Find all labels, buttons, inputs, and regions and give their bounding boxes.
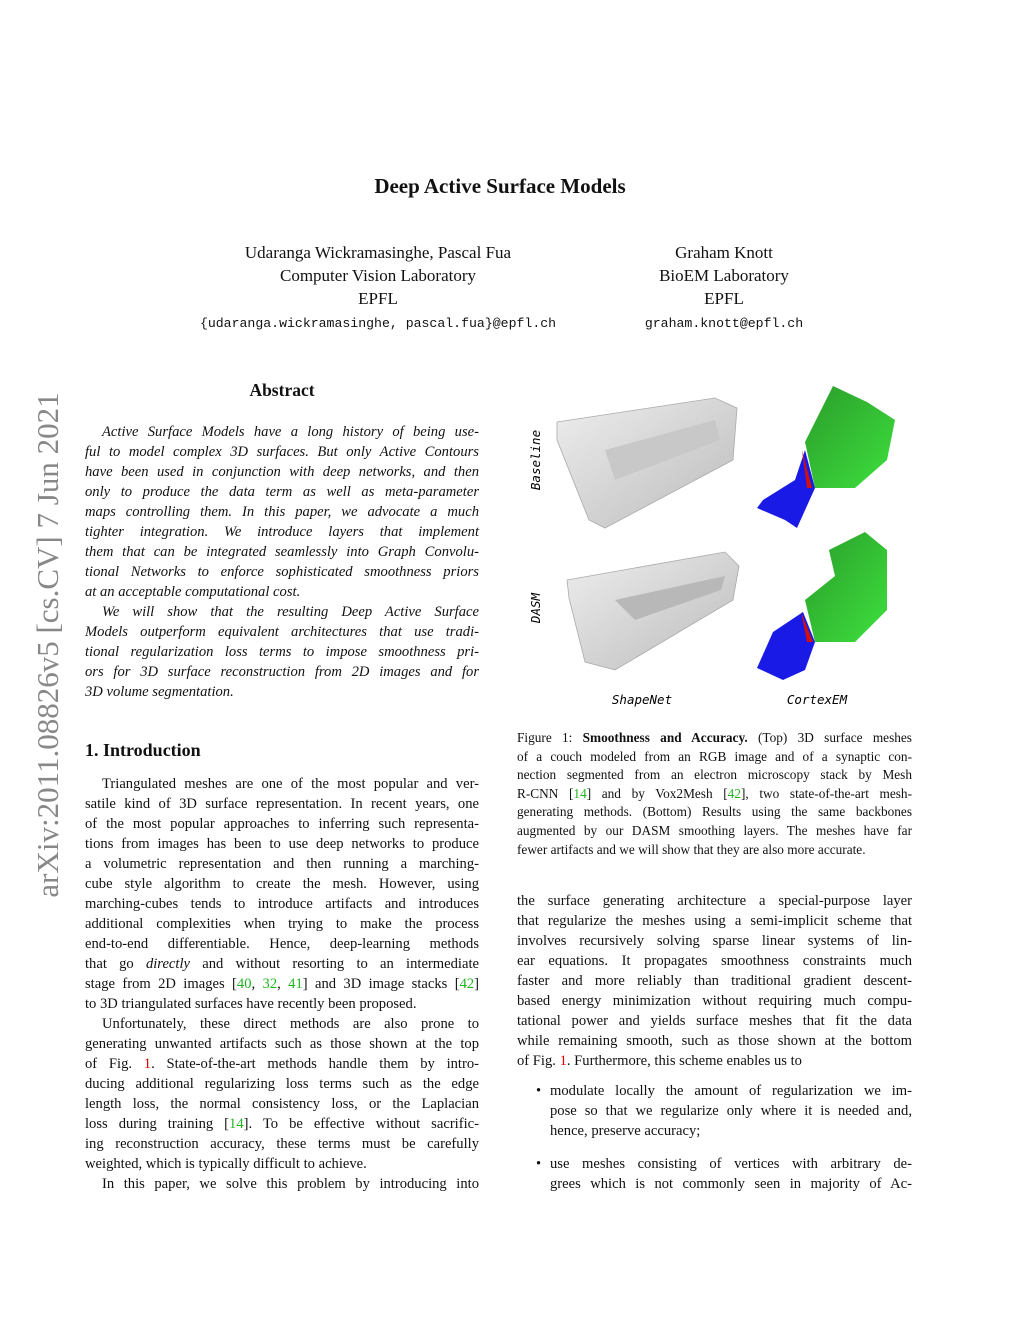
introduction-section	[85, 740, 479, 1194]
text-line: nection segmented from an electron microscopy stack by Mesh	[517, 767, 912, 783]
text-line: tighter integration. We introduce layers that implement	[85, 524, 479, 540]
text-line: R-CNN [14] and by Vox2Mesh [42], two state-of-the-art mesh-	[517, 785, 912, 801]
text-line: satile kind of 3D surface representation. In recent years, one	[85, 796, 479, 812]
text-line: them that can be integrated seamlessly into Graph Convolu-	[85, 544, 479, 560]
text-line: pose so that we regularize only where it is needed and,	[550, 1103, 912, 1119]
author-institution: EPFL	[704, 289, 744, 308]
text-line: end-to-end differentiable. Hence, deep-learning methods	[85, 936, 479, 952]
text-line: generating unwanted artifacts such as those shown at the top	[85, 1036, 479, 1052]
abstract-body	[85, 422, 479, 702]
text-line: of a couch modeled from an RGB image and of a synaptic con-	[517, 748, 912, 764]
author-affiliation: Computer Vision Laboratory	[279, 266, 477, 285]
text-line: to 3D triangulated surfaces have recently been proposed.	[85, 996, 417, 1012]
text-line: Active Surface Models have a long history of being use-	[102, 424, 479, 440]
text-line: the surface generating architecture a special-purpose layer	[517, 893, 912, 909]
text-line: tional Networks to enforce sophisticated smoothness priors	[85, 564, 479, 580]
text-line: tional regularization loss terms to impose smoothness pri-	[85, 644, 479, 660]
text-line: involves recursively solving sparse linear systems of lin-	[517, 933, 912, 949]
figure-1	[515, 380, 915, 710]
text-line: a volumetric representation and then running a marching-	[85, 856, 479, 872]
text-line: grees which is not commonly seen in majority of Ac-	[550, 1176, 912, 1192]
author-email[interactable]: {udaranga.wickramasinghe, pascal.fua}@epfl.ch	[199, 316, 557, 331]
text-line: cube style algorithm to create the mesh. However, using	[85, 876, 479, 892]
text-line: while remaining smooth, such as those shown at the bottom	[517, 1033, 912, 1049]
author-block-2	[624, 241, 824, 335]
text-line: of Fig. 1. Furthermore, this scheme enables us to	[517, 1053, 802, 1069]
text-line: ing reconstruction accuracy, these terms must be carefully	[85, 1136, 479, 1152]
abstract-heading: Abstract	[249, 380, 315, 400]
text-line: maps controlling them. In this paper, we advocate a much	[85, 504, 479, 520]
text-line: tions from images has been to use deep networks to produce	[85, 836, 479, 852]
text-line: that go directly and without resorting to an intermediate	[85, 956, 479, 972]
text-line: only to produce the data term as well as meta-parameter	[85, 484, 479, 500]
author-email[interactable]: graham.knott@epfl.ch	[644, 316, 804, 331]
text-line: hence, preserve accuracy;	[550, 1123, 701, 1139]
text-line: based energy minimization without requiring much compu-	[517, 993, 912, 1009]
text-line: 3D volume segmentation.	[85, 684, 234, 700]
text-line: length loss, the normal consistency loss, or the Laplacian	[85, 1096, 479, 1112]
text-line: ful to model complex 3D surfaces. But only Active Contours	[85, 444, 479, 460]
bullet-icon: •	[536, 1083, 542, 1099]
bullet-icon: •	[536, 1156, 542, 1172]
text-line: ducing additional regularizing loss terms such as the edge	[85, 1076, 479, 1092]
text-line: of the most popular approaches to inferring such representa-	[85, 816, 479, 832]
text-line: Unfortunately, these direct methods are also prone to	[102, 1016, 479, 1032]
couch-baseline-mesh	[557, 398, 737, 528]
introduction-heading: 1. Introduction	[85, 740, 201, 760]
couch-dasm-mesh	[567, 552, 739, 670]
text-line: stage from 2D images [40, 32, 41] and 3D image stacks [42]	[85, 976, 480, 992]
text-line: We will show that the resulting Deep Active Surface	[102, 604, 479, 620]
text-line: of Fig. 1. State-of-the-art methods handle them by intro-	[85, 1056, 479, 1072]
text-line: Triangulated meshes are one of the most popular and ver-	[102, 776, 479, 792]
text-line: Models outperform equivalent architectures that use tradi-	[85, 624, 479, 640]
text-line: loss during training [14]. To be effective without sacrific-	[85, 1116, 479, 1132]
col-label-shapenet: ShapeNet	[611, 692, 673, 707]
text-line: additional complexities when trying to make the process	[85, 916, 479, 932]
text-line: modulate locally the amount of regularization we im-	[550, 1083, 912, 1099]
row-label-baseline: Baseline	[528, 429, 543, 491]
text-line: ear equations. It propagates smoothness constraints much	[517, 953, 912, 969]
text-line: use meshes consisting of vertices with arbitrary de-	[550, 1156, 912, 1172]
text-line: ors for 3D surface reconstruction from 2D images and for	[85, 664, 479, 680]
list-item	[536, 1081, 912, 1141]
text-line: have been used in conjunction with deep networks, and then	[85, 464, 479, 480]
text-line: marching-cubes tends to introduce artifacts and introduces	[85, 896, 479, 912]
list-item	[536, 1154, 912, 1194]
figure-1-image	[515, 380, 915, 710]
text-line: augmented by our DASM smoothing layers. The meshes have far	[517, 822, 912, 838]
author-affiliation: BioEM Laboratory	[659, 266, 789, 285]
author-names: Graham Knott	[675, 243, 773, 262]
text-line: generating methods. (Bottom) Results using the same backbones	[517, 804, 912, 820]
text-line: at an acceptable computational cost.	[85, 584, 301, 600]
text-line: faster and more reliably than traditional gradient descent-	[517, 973, 912, 989]
paper-title: Deep Active Surface Models	[374, 174, 626, 198]
introduction-body	[85, 774, 479, 1194]
author-institution: EPFL	[358, 289, 398, 308]
figure-1-caption	[517, 729, 912, 859]
text-line: In this paper, we solve this problem by introducing into	[102, 1176, 479, 1192]
text-line: weighted, which is typically difficult to achieve.	[85, 1156, 367, 1172]
col-label-cortexem: CortexEM	[786, 692, 848, 707]
text-line: fewer artifacts and we will show that they are also more accurate.	[517, 841, 866, 857]
arxiv-stamp: arXiv:2011.08826v5 [cs.CV] 7 Jun 2021	[30, 392, 65, 898]
text-line: Figure 1: Smoothness and Accuracy. (Top) 3D surface meshes	[517, 730, 912, 745]
abstract-section	[85, 380, 479, 702]
text-line: tational power and yields surface meshes that fit the data	[517, 1013, 912, 1029]
row-label-dasm: DASM	[528, 592, 543, 624]
author-names: Udaranga Wickramasinghe, Pascal Fua	[244, 243, 512, 262]
synapse-baseline-mesh	[757, 386, 895, 528]
text-line: that regularize the meshes using a semi-implicit scheme that	[517, 913, 912, 929]
introduction-continued	[517, 891, 912, 1071]
synapse-dasm-mesh	[757, 532, 887, 680]
author-block-1	[178, 241, 578, 335]
